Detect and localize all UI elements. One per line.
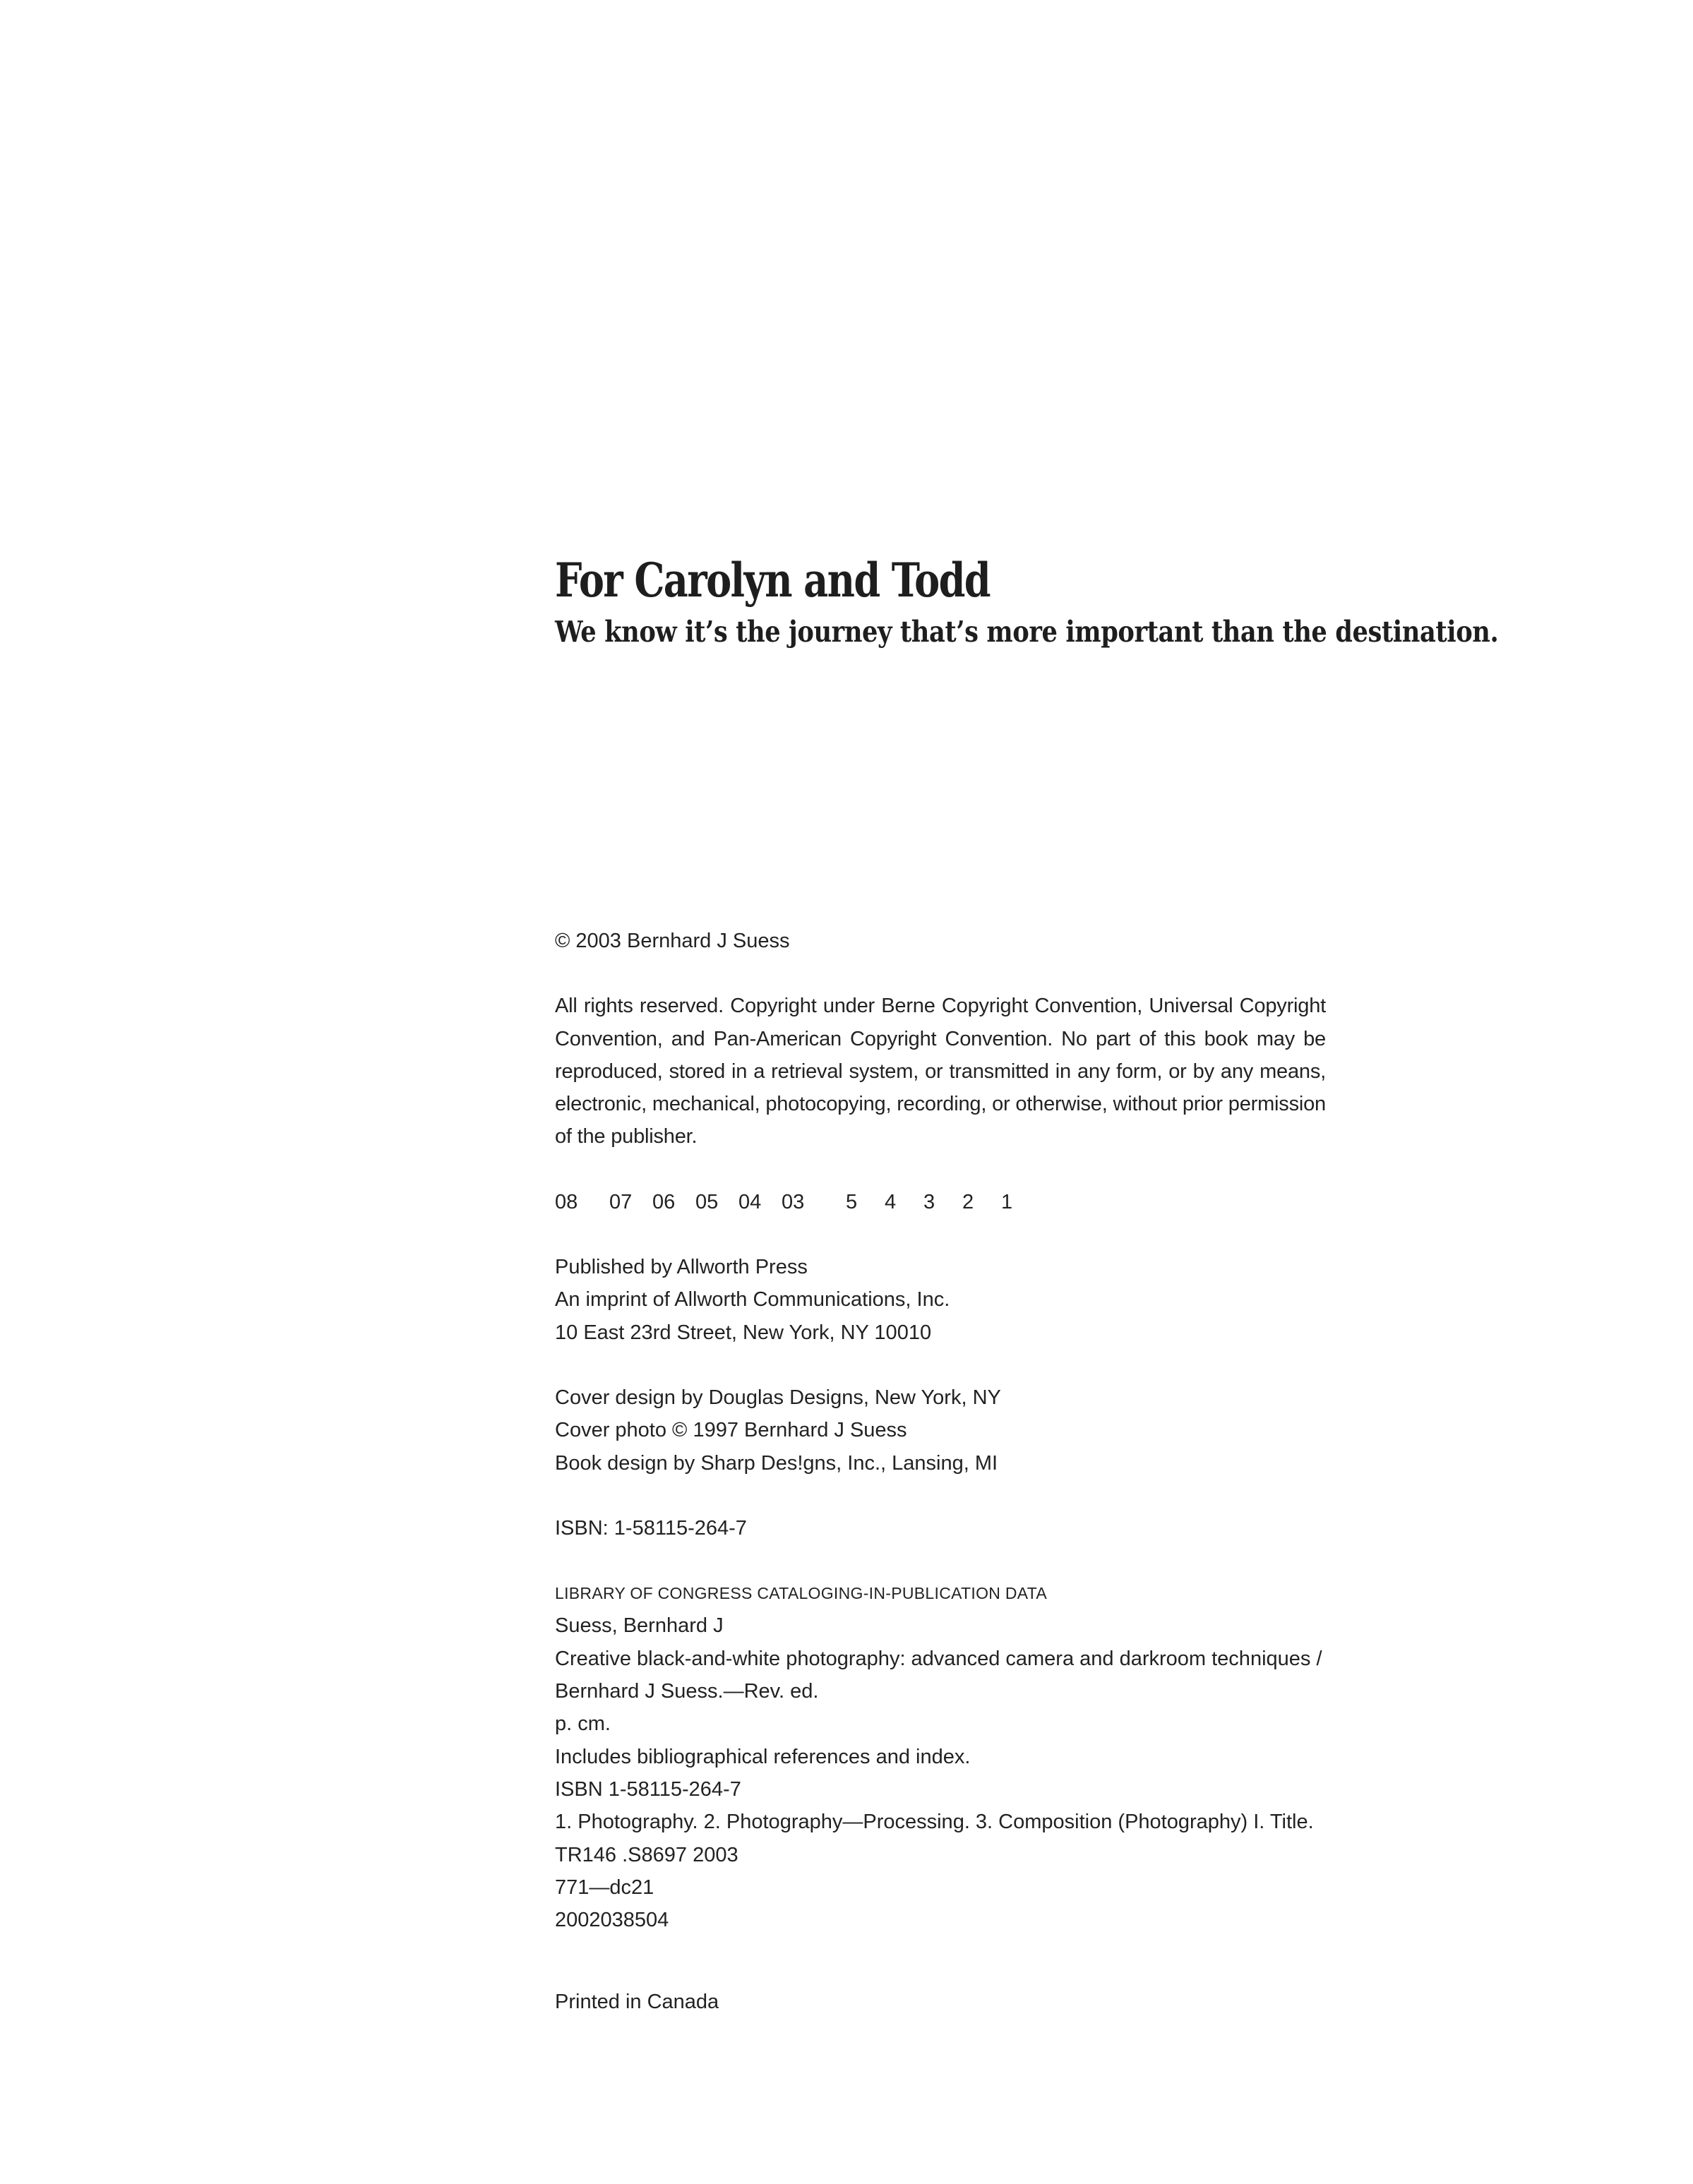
isbn: ISBN: 1-58115-264-7 [555, 1516, 747, 1540]
publisher-imprint: An imprint of Allworth Communications, Inc. [555, 1288, 950, 1312]
print-year: 05 [695, 1190, 719, 1213]
cip-line: TR146 .S8697 2003 [555, 1843, 738, 1866]
copyright-page [555, 925, 1326, 2019]
print-year: 07 [609, 1190, 633, 1213]
rights-statement: All rights reserved. Copyright under Berne Copyright Convention, Universal Copyright Convention, and Pan-American Copyright Convention. No part of this book may be reproduced, stored in a retrieval system, or transmitted in any form, or by any means, electronic, mechanical, photocopying, recording, or otherwise, without prior permission of the publisher. [555, 995, 1326, 1148]
dedication-subline: We know it’s the journey that’s more important than the destination. [555, 615, 1499, 649]
cip-line: Bernhard J Suess.—Rev. ed. [555, 1680, 819, 1703]
cip-line: ISBN 1-58115-264-7 [555, 1777, 741, 1801]
cover-photo-credit: Cover photo © 1997 Bernhard J Suess [555, 1419, 907, 1442]
print-year: 03 [782, 1190, 805, 1213]
printing-line [555, 1186, 1326, 1218]
print-year: 04 [738, 1190, 762, 1213]
cip-line: Creative black-and-white photography: advanced camera and darkroom techniques / [555, 1647, 1322, 1670]
publisher-address: 10 East 23rd Street, New York, NY 10010 [555, 1321, 932, 1344]
cip-heading: LIBRARY OF CONGRESS CATALOGING-IN-PUBLICATION DATA [555, 1584, 1048, 1603]
cip-line: 1. Photography. 2. Photography—Processing. 3. Composition (Photography) I. Title. [555, 1811, 1314, 1834]
print-year: 06 [652, 1190, 676, 1213]
print-year: 08 [555, 1190, 578, 1213]
dedication [555, 549, 1543, 652]
print-number: 4 [885, 1190, 897, 1213]
copyright-notice: © 2003 Bernhard J Suess [555, 930, 790, 952]
printed-in: Printed in Canada [555, 1991, 719, 2014]
book-design-credit: Book design by Sharp Des!gns, Inc., Lansing, MI [555, 1451, 998, 1475]
cip-line: Suess, Bernhard J [555, 1614, 724, 1638]
publisher-line: Published by Allworth Press [555, 1256, 808, 1279]
print-number: 1 [1001, 1190, 1013, 1213]
print-number: 5 [846, 1190, 858, 1213]
dedication-heading: For Carolyn and Todd [555, 553, 991, 608]
print-number: 2 [962, 1190, 974, 1213]
print-number: 3 [923, 1190, 935, 1213]
cip-line: 2002038504 [555, 1909, 669, 1932]
cip-line: Includes bibliographical references and index. [555, 1745, 971, 1768]
cover-design-credit: Cover design by Douglas Designs, New York, NY [555, 1386, 1001, 1409]
cip-line: p. cm. [555, 1712, 611, 1736]
cip-line: 771—dc21 [555, 1876, 654, 1899]
